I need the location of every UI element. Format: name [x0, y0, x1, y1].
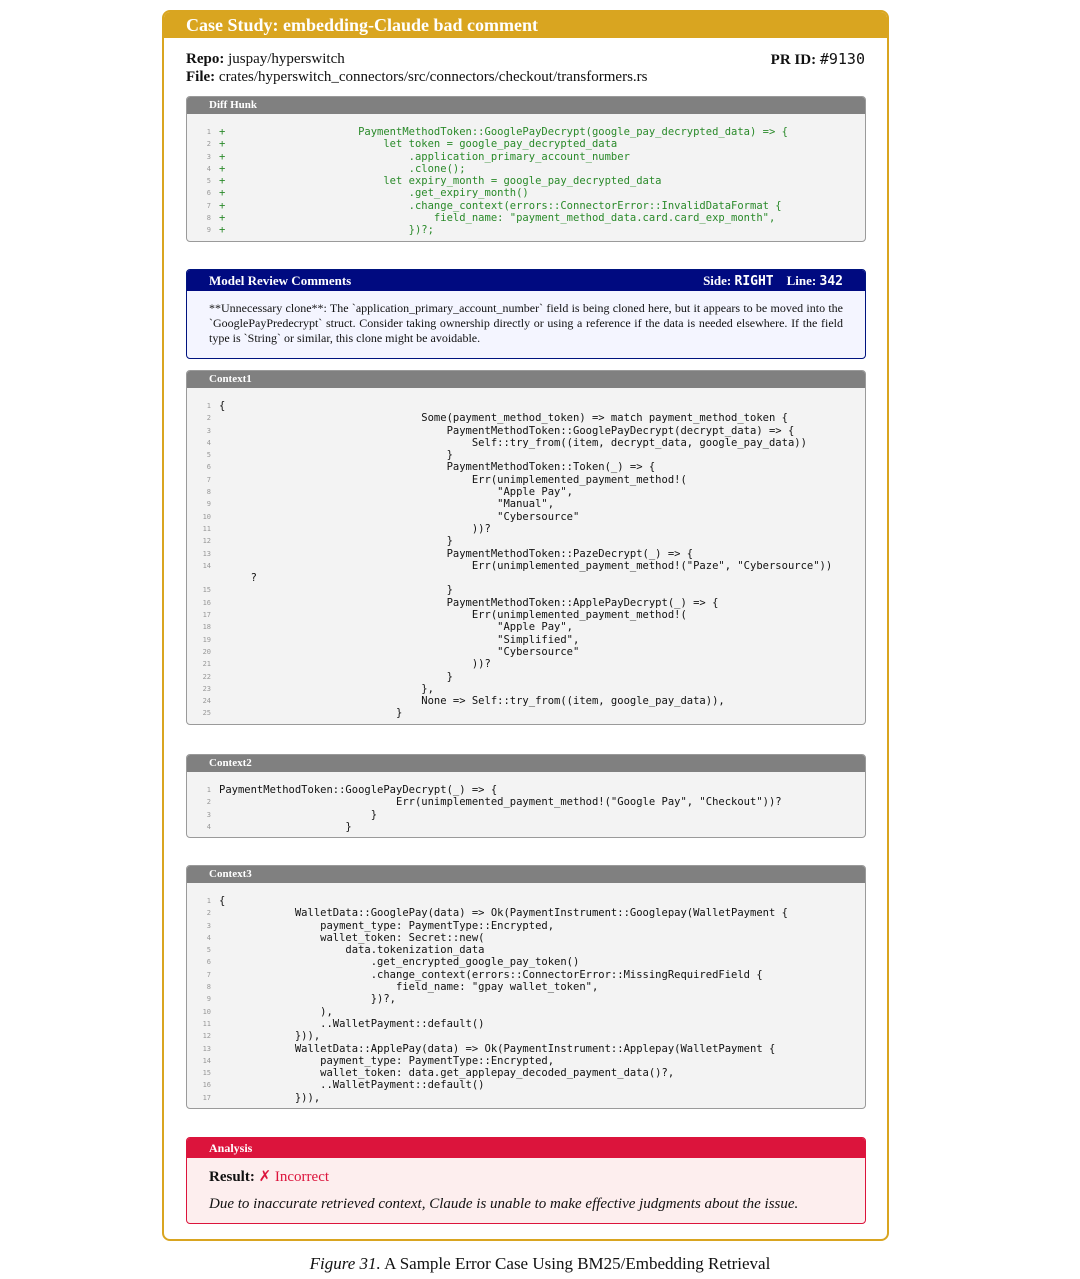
context1-panel — [186, 370, 866, 725]
code-text: + .application_primary_account_number — [219, 150, 630, 163]
code-line — [197, 449, 855, 461]
line-number: 5 — [206, 946, 211, 955]
code-text: } — [219, 535, 453, 548]
pr-id — [771, 50, 865, 69]
code-line — [197, 461, 855, 473]
line-number: 15 — [202, 1069, 211, 1078]
code-text: WalletData::GooglePay(data) => Ok(PaymentInstrument::Googlepay(WalletPayment { — [219, 907, 788, 920]
context2-code — [187, 772, 865, 837]
code-text: Err(unimplemented_payment_method!( — [219, 609, 687, 622]
code-text: payment_type: PaymentType::Encrypted, — [219, 919, 555, 932]
code-line — [197, 572, 855, 584]
code-line — [197, 548, 855, 560]
context2-title: Context2 — [187, 755, 865, 772]
context3-code — [187, 883, 865, 1108]
line-number: 16 — [202, 598, 211, 607]
code-line — [197, 658, 855, 670]
code-text: + PaymentMethodToken::GooglePayDecrypt(google_pay_decrypted_data) => { — [219, 126, 788, 138]
code-text: "Apple Pay", — [219, 486, 574, 499]
code-text: PaymentMethodToken::Token(_) => { — [219, 461, 656, 474]
line-number: 10 — [202, 512, 211, 521]
code-line — [197, 809, 855, 821]
code-text: .get_encrypted_google_pay_token() — [219, 956, 580, 969]
line-number: 23 — [202, 684, 211, 693]
code-text: PaymentMethodToken::GooglePayDecrypt(_) => { — [219, 784, 498, 796]
analysis-note: Due to inaccurate retrieved context, Claude is unable to make effective judgments about the issue. — [209, 1196, 799, 1212]
line-number: 25 — [202, 709, 211, 718]
code-text: + let token = google_pay_decrypted_data — [219, 138, 618, 151]
line-number: 17 — [202, 1093, 211, 1102]
code-text: PaymentMethodToken::ApplePayDecrypt(_) => { — [219, 596, 719, 609]
code-text: })?, — [219, 993, 397, 1006]
line-number: 14 — [202, 561, 211, 570]
code-line — [197, 498, 855, 510]
code-line — [197, 535, 855, 547]
line-number: 2 — [206, 798, 211, 807]
code-text: PaymentMethodToken::PazeDecrypt(_) => { — [219, 547, 694, 560]
code-text: ))? — [219, 658, 491, 671]
code-line — [197, 584, 855, 596]
line-number: 6 — [206, 463, 211, 472]
code-text: { — [219, 400, 226, 412]
code-text: "Manual", — [219, 498, 555, 511]
code-line — [197, 425, 855, 437]
code-line — [197, 1092, 855, 1104]
side-line-info — [703, 270, 843, 292]
line-number: 5 — [206, 177, 211, 186]
line-number: 12 — [202, 537, 211, 546]
figure-number: Figure 31. — [309, 1254, 381, 1273]
line-number: 15 — [202, 586, 211, 595]
line-label: Line: — [786, 273, 817, 288]
code-text: } — [219, 707, 403, 720]
code-text: Err(unimplemented_payment_method!( — [219, 473, 687, 486]
line-number: 11 — [202, 524, 211, 533]
code-line — [197, 609, 855, 621]
side-label: Side: — [703, 273, 732, 288]
line-number: 3 — [206, 921, 211, 930]
code-text: } — [219, 808, 378, 821]
code-text: })), — [219, 1091, 321, 1104]
repo-label: Repo: — [186, 51, 225, 67]
model-review-panel — [186, 269, 866, 359]
line-number: 17 — [202, 611, 211, 620]
file-label: File: — [186, 69, 216, 85]
code-line — [197, 621, 855, 633]
line-number: 4 — [206, 164, 211, 173]
figure-caption — [0, 1254, 1080, 1274]
code-text: wallet_token: data.get_applepay_decoded_payment_data()?, — [219, 1067, 675, 1080]
line-number: 11 — [202, 1019, 211, 1028]
code-text: { — [219, 895, 226, 907]
line-number: 7 — [206, 201, 211, 210]
line-number: 22 — [202, 672, 211, 681]
result-value: ✗ Incorrect — [258, 1169, 330, 1185]
review-comment: **Unnecessary clone**: The `application_primary_account_number` field is being cloned here, but it appears to be moved into the `GooglePayPredecrypt` struct. Consider taking ownership directly or using a reference if the data is needed elsewhere. If the field type is `String` or similar, this clone might be avoidable. — [209, 301, 843, 345]
diff-hunk-code — [187, 114, 865, 241]
code-text: } — [219, 449, 453, 462]
code-text: field_name: "gpay wallet_token", — [219, 981, 599, 994]
line-number: 20 — [202, 647, 211, 656]
line-number: 8 — [206, 214, 211, 223]
code-line — [197, 944, 855, 956]
pr-label: PR ID: — [770, 52, 817, 68]
code-line — [197, 1030, 855, 1042]
code-text: "Cybersource" — [219, 510, 580, 523]
line-number: 8 — [206, 488, 211, 497]
code-line — [197, 634, 855, 646]
result-label: Result: — [209, 1169, 255, 1185]
code-text: + field_name: "payment_method_data.card.card_exp_month", — [219, 212, 776, 225]
code-text: Err(unimplemented_payment_method!("Paze", "Cybersource")) — [219, 559, 833, 572]
code-line — [197, 695, 855, 707]
metadata — [164, 38, 887, 92]
code-line — [197, 523, 855, 535]
line-number: 12 — [202, 1032, 211, 1041]
line-number: 13 — [202, 1044, 211, 1053]
code-line — [197, 1055, 855, 1067]
code-line — [197, 1006, 855, 1018]
code-text: ? — [219, 572, 257, 585]
code-text: } — [219, 584, 453, 597]
code-text: "Apple Pay", — [219, 621, 574, 634]
code-line — [197, 224, 855, 236]
context1-code — [187, 388, 865, 724]
code-line — [197, 560, 855, 572]
line-number: 7 — [206, 475, 211, 484]
code-text: Self::try_from((item, decrypt_data, google_pay_data)) — [219, 436, 807, 449]
line-number: 2 — [206, 140, 211, 149]
code-text: }, — [219, 682, 434, 695]
line-number: 10 — [202, 1007, 211, 1016]
code-text: ), — [219, 1005, 333, 1018]
code-line — [197, 437, 855, 449]
code-text: + .get_expiry_month() — [219, 187, 529, 200]
line-number: 5 — [206, 451, 211, 460]
analysis-panel — [186, 1137, 866, 1224]
code-line — [197, 707, 855, 719]
code-line — [197, 200, 855, 212]
code-text: payment_type: PaymentType::Encrypted, — [219, 1054, 555, 1067]
line-number: 14 — [202, 1056, 211, 1065]
diff-hunk-title: Diff Hunk — [187, 97, 865, 114]
code-text: } — [219, 670, 453, 683]
line-number: 21 — [202, 660, 211, 669]
diff-hunk-panel — [186, 96, 866, 242]
code-text: Err(unimplemented_payment_method!("Google Pay", "Checkout"))? — [219, 796, 782, 809]
context2-panel — [186, 754, 866, 838]
code-line — [197, 126, 855, 138]
code-line — [197, 1079, 855, 1091]
code-text: Some(payment_method_token) => match payment_method_token { — [219, 412, 788, 425]
line-number: 9 — [206, 500, 211, 509]
analysis-title: Analysis — [187, 1138, 865, 1158]
code-text: ))? — [219, 522, 491, 535]
side-value: RIGHT — [734, 274, 774, 289]
code-text: WalletData::ApplePay(data) => Ok(PaymentInstrument::Applepay(WalletPayment { — [219, 1042, 776, 1055]
line-number: 1 — [206, 402, 211, 410]
code-line — [197, 474, 855, 486]
line-number: 9 — [206, 995, 211, 1004]
code-text: + let expiry_month = google_pay_decrypted_data — [219, 175, 662, 188]
analysis-body — [187, 1158, 865, 1223]
code-line — [197, 175, 855, 187]
code-line — [197, 1043, 855, 1055]
line-number: 1 — [206, 897, 211, 905]
line-number: 3 — [206, 426, 211, 435]
code-line — [197, 412, 855, 424]
code-text: + })?; — [219, 224, 434, 237]
code-text: wallet_token: Secret::new( — [219, 931, 485, 944]
code-line — [197, 784, 855, 796]
line-number: 9 — [206, 226, 211, 235]
code-text: + .change_context(errors::ConnectorError::InvalidDataFormat { — [219, 199, 782, 212]
model-review-title: Model Review Comments — [209, 273, 352, 288]
code-line — [197, 671, 855, 683]
line-number — [197, 572, 211, 584]
code-line — [197, 163, 855, 175]
line-number: 16 — [202, 1081, 211, 1090]
code-line — [197, 956, 855, 968]
line-number: 24 — [202, 697, 211, 706]
code-line — [197, 400, 855, 412]
result-line — [209, 1167, 843, 1186]
line-number: 6 — [206, 958, 211, 967]
code-line — [197, 212, 855, 224]
line-number: 1 — [206, 128, 211, 136]
pr-value: #9130 — [819, 50, 865, 68]
code-line — [197, 796, 855, 808]
code-text: "Cybersource" — [219, 645, 580, 658]
code-line — [197, 821, 855, 833]
line-number: 4 — [206, 822, 211, 831]
code-line — [197, 920, 855, 932]
line-number: 3 — [206, 152, 211, 161]
code-line — [197, 486, 855, 498]
code-line — [197, 683, 855, 695]
code-text: PaymentMethodToken::GooglePayDecrypt(decrypt_data) => { — [219, 424, 795, 437]
code-line — [197, 969, 855, 981]
code-line — [197, 907, 855, 919]
line-number: 3 — [206, 810, 211, 819]
line-number: 13 — [202, 549, 211, 558]
code-line — [197, 895, 855, 907]
line-value: 342 — [819, 274, 843, 289]
code-text: ..WalletPayment::default() — [219, 1079, 485, 1092]
line-number: 2 — [206, 414, 211, 423]
file-value: crates/hyperswitch_connectors/src/connectors/checkout/transformers.rs — [218, 69, 648, 85]
line-number: 2 — [206, 909, 211, 918]
code-line — [197, 187, 855, 199]
line-number: 6 — [206, 189, 211, 198]
code-text: "Simplified", — [219, 633, 580, 646]
model-review-header — [187, 270, 865, 291]
code-text: ..WalletPayment::default() — [219, 1017, 485, 1030]
code-line — [197, 646, 855, 658]
code-line — [197, 993, 855, 1005]
code-text: } — [219, 820, 352, 833]
case-study-box — [162, 10, 889, 1241]
line-number: 1 — [206, 786, 211, 794]
code-text: .change_context(errors::ConnectorError::MissingRequiredField { — [219, 968, 763, 981]
code-line — [197, 932, 855, 944]
code-line — [197, 597, 855, 609]
line-number: 4 — [206, 438, 211, 447]
code-line — [197, 1018, 855, 1030]
repo-value: juspay/hyperswitch — [228, 51, 345, 67]
case-title: Case Study: embedding-Claude bad comment — [164, 12, 887, 38]
figure-caption-text: A Sample Error Case Using BM25/Embedding Retrieval — [384, 1254, 771, 1273]
code-line — [197, 981, 855, 993]
line-number: 19 — [202, 635, 211, 644]
code-text: })), — [219, 1030, 321, 1043]
code-line — [197, 151, 855, 163]
context1-title: Context1 — [187, 371, 865, 388]
code-line — [197, 1067, 855, 1079]
code-text: + .clone(); — [219, 162, 466, 175]
line-number: 8 — [206, 983, 211, 992]
code-line — [197, 511, 855, 523]
line-number: 4 — [206, 933, 211, 942]
line-number: 18 — [202, 623, 211, 632]
line-number: 7 — [206, 970, 211, 979]
code-text: None => Self::try_from((item, google_pay_data)), — [219, 695, 725, 708]
context3-panel — [186, 865, 866, 1109]
code-line — [197, 138, 855, 150]
code-text: data.tokenization_data — [219, 944, 485, 957]
context3-title: Context3 — [187, 866, 865, 883]
